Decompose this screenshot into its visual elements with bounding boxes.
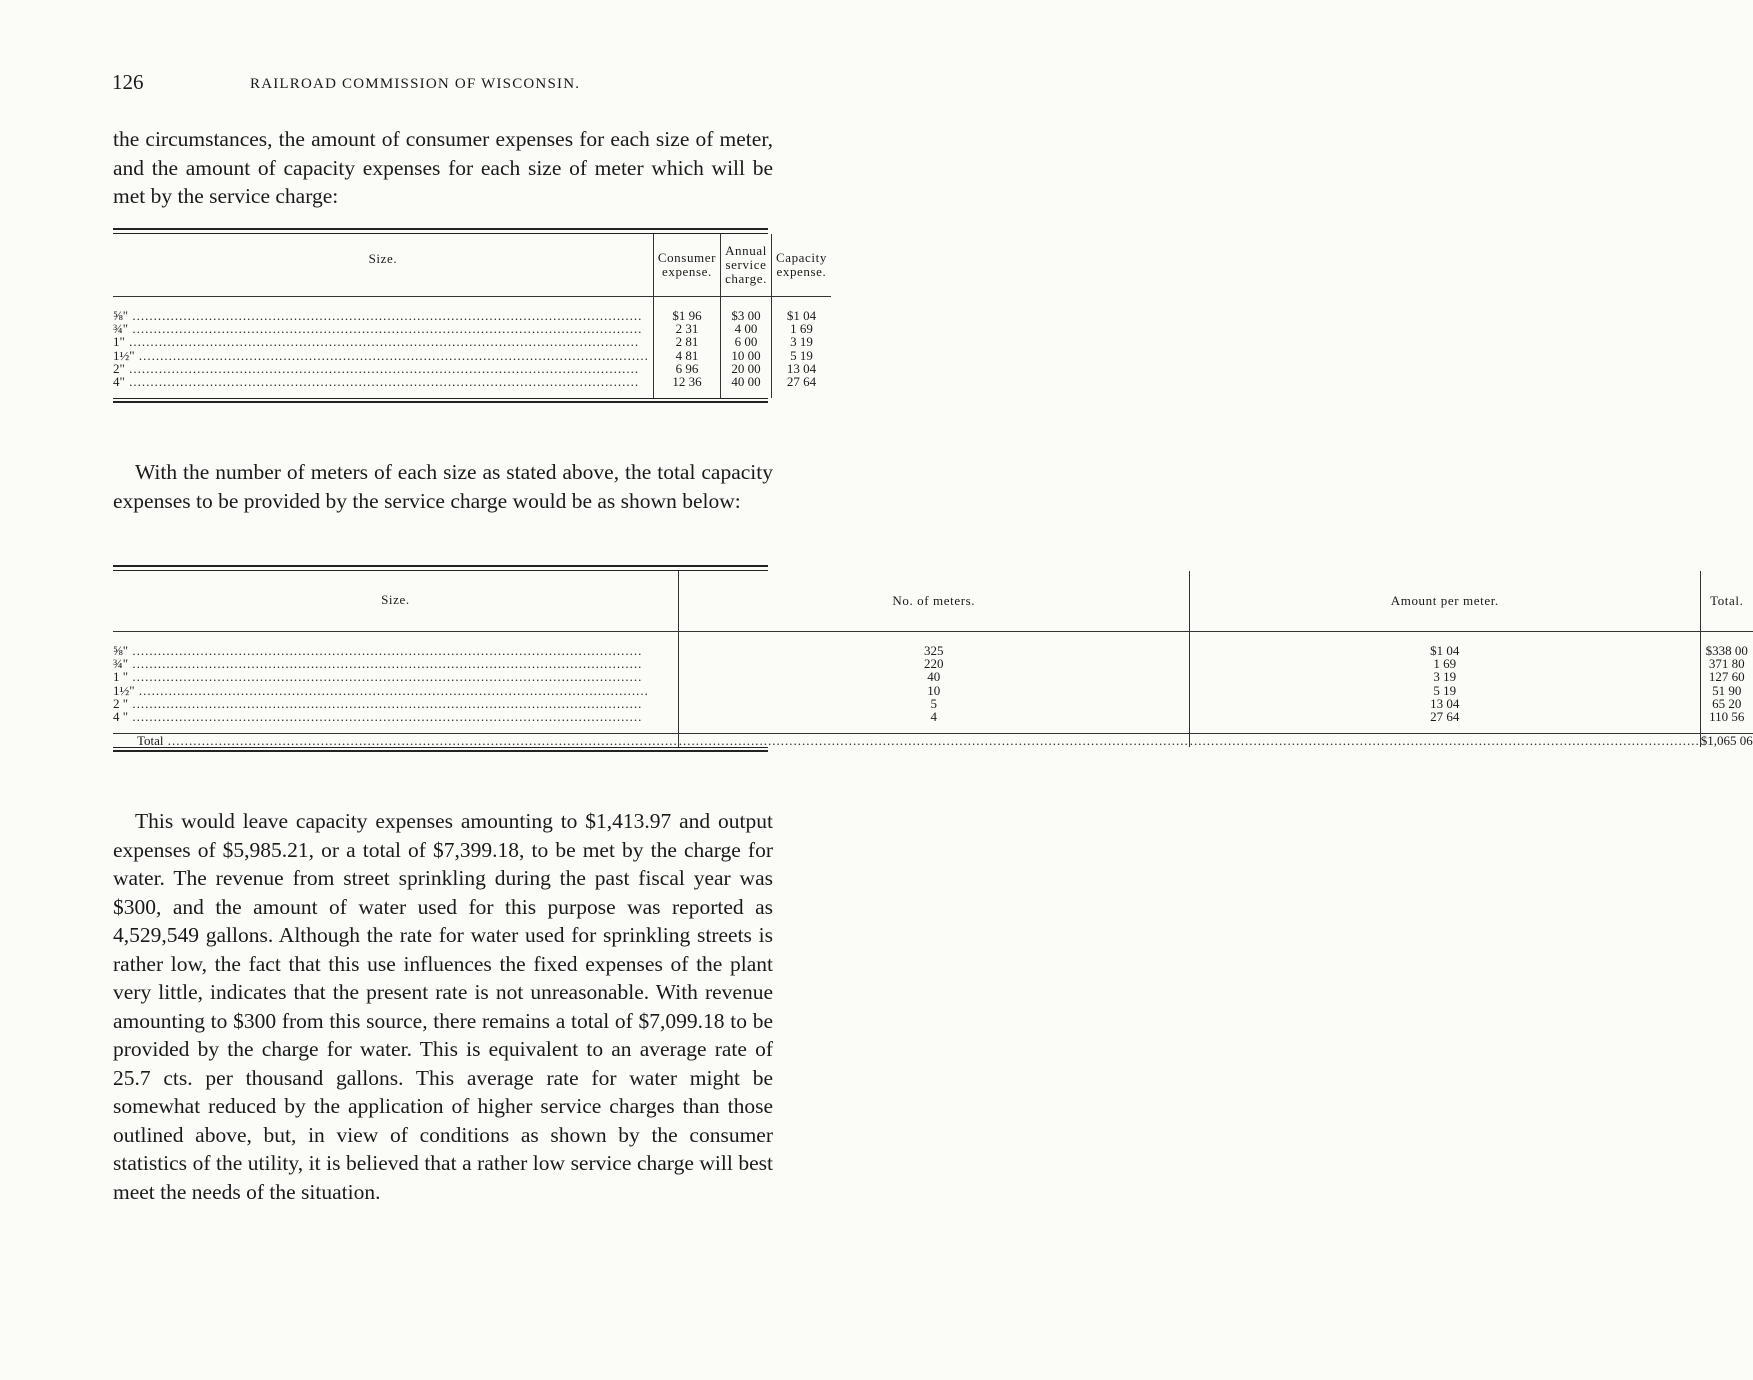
table-capacity-totals [113, 565, 1753, 752]
table-header-row [113, 234, 831, 297]
value-cell: 10 00 [731, 347, 761, 363]
value-cell: 4 [930, 708, 938, 724]
size-cell: 4 " ..... [113, 710, 674, 723]
value-cell: $1 96 [672, 308, 702, 323]
value-cell: 6 00 [734, 334, 758, 350]
value-cell: 5 19 [790, 347, 813, 363]
table-header-row [113, 571, 1753, 632]
table-consumer-service-capacity [113, 228, 827, 403]
paragraph-intro: the circumstances, the amount of consumer expenses for each size of meter, and the amount of capacity expenses for each size of meter which will be met by the service charge: [113, 127, 773, 208]
value-cell: 325 [924, 643, 944, 658]
value-cell: 6 96 [675, 360, 699, 376]
size-cell: ⅝" ..... [113, 644, 674, 657]
table-bottom-rule [113, 398, 768, 399]
page-number: 126 [112, 70, 144, 94]
running-head: RAILROAD COMMISSION OF WISCONSIN. [250, 76, 581, 92]
value-cell: 27 64 [786, 373, 817, 389]
value-cell: $1 04 [1430, 643, 1460, 658]
value-cell: $338 00 [1705, 643, 1748, 658]
value-cell: 12 36 [672, 373, 702, 389]
value-cell: 127 60 [1708, 669, 1745, 685]
header-size: Size. [113, 571, 678, 632]
value-cell: 1 69 [790, 321, 813, 337]
value-cell: 220 [924, 656, 944, 672]
value-cell: 40 00 [731, 373, 761, 389]
table-body [113, 632, 1753, 734]
value-cell: 2 31 [675, 321, 699, 337]
value-cell: 10 [927, 682, 941, 698]
value-cell: 65 20 [1712, 695, 1742, 711]
size-cell: 2" ..... [113, 362, 649, 375]
table-body [113, 297, 831, 399]
value-cell: 13 04 [786, 360, 817, 376]
header-annual-service-charge: Annual service charge. [721, 234, 772, 297]
value-cell: 3 19 [1433, 669, 1457, 685]
size-cell: ¾" ..... [113, 657, 674, 670]
size-cell: 4" ..... [113, 375, 649, 388]
size-cell: 1" ..... [113, 335, 649, 348]
value-cell: 40 [927, 669, 941, 685]
table-bottom-rule [113, 750, 768, 752]
value-cell: 4 00 [734, 321, 758, 337]
total-row [113, 734, 1753, 748]
grand-total-cell [1700, 734, 1753, 748]
total-column [1700, 632, 1753, 734]
value-cell: 5 19 [1433, 682, 1457, 698]
meters-column [678, 632, 1189, 734]
value-cell: 51 90 [1712, 682, 1742, 698]
size-cell: 1½" ..... [113, 349, 649, 362]
value-cell: 4 81 [675, 347, 699, 363]
grand-total: $1,065 06 [1700, 733, 1753, 749]
value-cell: 1 69 [1433, 656, 1457, 672]
value-cell: $1 04 [786, 308, 817, 323]
table-bottom-rule [113, 401, 768, 403]
value-cell: 13 04 [1430, 695, 1460, 711]
total-label-cell [113, 734, 678, 748]
consumer-expense-column [653, 297, 720, 399]
value-cell: 110 56 [1709, 708, 1745, 724]
paragraph-conclusion-text: This would leave capacity expenses amounting to $1,413.97 and output expenses of $5,985.21, or a total of $7,399.18, to be met by the charge for water. The revenue from street sprinkling during the past fiscal year was $300, and the amount of water used for this purpose was reported as 4,529,549 gallons. Although the rate for water used for sprinkling streets is rather low, the fact that this use influences the fixed expenses of the plant very little, indicates that the present rate is not unreasonable. With revenue amounting to $300 from this source, there remains a total of $7,099.18 to be provided by the charge for water. This is equivalent to an average rate of 25.7 cts. per thousand gallons. This average rate for water might be somewhat reduced by the application of higher service charges than those outlined above, but, in view of conditions as shown by the consumer statistics of the utility, it is believed that a rather low service charge will best meet the needs of the situation. [113, 809, 773, 1204]
size-cell: ¾" ..... [113, 322, 649, 335]
service-charge-column [721, 297, 772, 399]
size-cell: 1½" ..... [113, 684, 674, 697]
empty-cell [1189, 734, 1700, 748]
size-cell: ⅝" ..... [113, 309, 649, 322]
value-cell: 3 19 [790, 334, 813, 350]
value-cell: 27 64 [1430, 708, 1460, 724]
value-cell: 5 [930, 695, 938, 711]
paragraph-meters-text: With the number of meters of each size as stated above, the total capacity expenses to be provided by the service charge would be as shown below: [113, 460, 773, 513]
size-cell: 1 " ..... [113, 670, 674, 683]
value-cell: 2 81 [675, 334, 699, 350]
size-column [113, 297, 653, 399]
header-total: Total. [1700, 571, 1753, 632]
size-column [113, 632, 678, 734]
amount-column [1189, 632, 1700, 734]
empty-cell [678, 734, 1189, 748]
header-amount-per-meter: Amount per meter. [1189, 571, 1700, 632]
capacity-expense-column [771, 297, 831, 399]
total-label: Total ..... [137, 734, 678, 747]
header-size: Size. [113, 234, 653, 297]
paragraph-meters [113, 458, 773, 515]
header-number-of-meters: No. of meters. [678, 571, 1189, 632]
paragraph-conclusion [113, 807, 773, 1206]
value-cell: $3 00 [731, 308, 761, 323]
header-consumer-expense: Consumer expense. [653, 234, 720, 297]
header-capacity-expense: Capacity expense. [771, 234, 831, 297]
value-cell: 371 80 [1708, 656, 1745, 672]
value-cell: 20 00 [731, 360, 761, 376]
size-cell: 2 " ..... [113, 697, 674, 710]
